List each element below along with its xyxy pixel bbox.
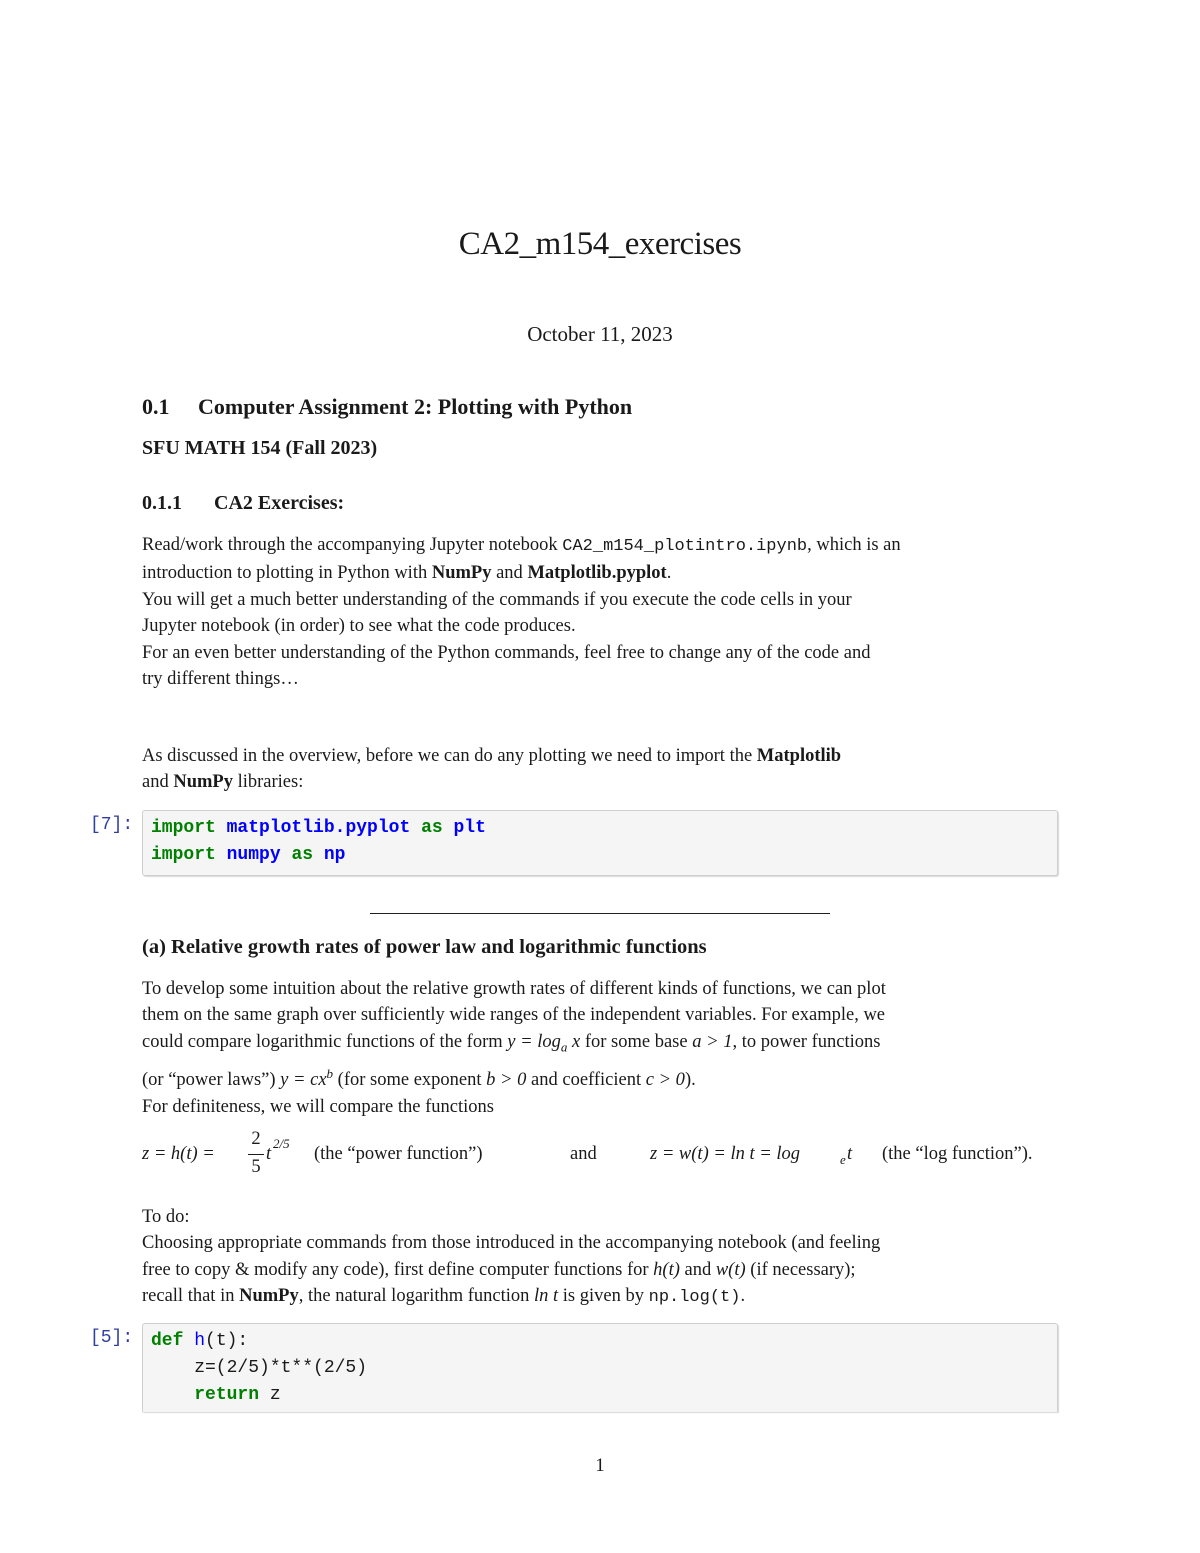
eq-h-lhs: z = h(t) = [142, 1144, 215, 1164]
code-line: import matplotlib.pyplot as plt [151, 818, 486, 838]
text-line: To develop some intuition about the relative growth rates of different kinds of functions, we can plot [142, 979, 886, 999]
section-number: 0.1 [142, 394, 170, 419]
text-line: Read/work through the accompanying Jupyter notebook CA2_m154_plotintro.ipynb, which is an [142, 535, 901, 556]
eq-and: and [570, 1144, 597, 1164]
eq-h-label: (the “power function”) [314, 1144, 483, 1164]
text-line: As discussed in the overview, before we can do any plotting we need to import the Matplotlib [142, 746, 842, 766]
text-line: You will get a much better understanding of the commands if you execute the code cells in your [142, 589, 852, 610]
subsection-number: 0.1.1 [142, 492, 182, 514]
import-note-paragraph [142, 743, 1060, 796]
code-line: z=(2/5)*t**(2/5) [151, 1358, 368, 1378]
course-heading: SFU MATH 154 (Fall 2023) [142, 437, 378, 459]
code-line: return z [194, 1385, 281, 1405]
text-line: For definiteness, we will compare the functions [142, 1097, 494, 1117]
text-line: For an even better understanding of the Python commands, feel free to change any of the code and [142, 642, 871, 663]
text-line: Choosing appropriate commands from those introduced in the accompanying notebook (and feeling [142, 1233, 881, 1254]
part-a-heading: (a) Relative growth rates of power law and logarithmic functions [142, 936, 707, 958]
document-date: October 11, 2023 [527, 322, 673, 346]
subsection-heading [142, 492, 344, 515]
text-line: free to copy & modify any code), first define computer functions for h(t) and w(t) (if necessary); [142, 1259, 856, 1280]
text-line: To do: [142, 1207, 190, 1227]
eq-h-denominator: 5 [251, 1157, 261, 1177]
eq-w-label: (the “log function”). [882, 1144, 1033, 1164]
subsection-title: CA2 Exercises: [214, 492, 345, 514]
code-cell-imports[interactable] [142, 810, 1058, 876]
part-a-intro-paragraph [142, 976, 1060, 1093]
eq-w: z = w(t) = ln t = log [650, 1144, 800, 1164]
eq-w-variable: t [847, 1144, 853, 1164]
text-line: (or “power laws”) $y = cx^b$ (for some exponent b > 0 and coefficient c > 0). [142, 1065, 696, 1091]
section-title: Computer Assignment 2: Plotting with Python [198, 394, 633, 419]
eq-h-exponent: 2/5 [273, 1136, 290, 1151]
eq-h-variable: t [266, 1144, 272, 1164]
page-number: 1 [595, 1455, 605, 1476]
text-line: introduction to plotting in Python with NumPy and Matplotlib.pyplot. [142, 563, 672, 584]
text-line: could compare logarithmic functions of the form $y = \log_a x$ for some base a > 1, to power functions [142, 1031, 881, 1055]
definiteness-line [142, 1094, 1060, 1120]
eq-w-base: e [840, 1152, 846, 1167]
code-line: import numpy as np [151, 845, 346, 865]
notebook-filename: CA2_m154_plotintro.ipynb [562, 537, 808, 556]
text-line: try different things… [142, 669, 299, 690]
cell-prompt: [5]: [90, 1328, 134, 1348]
section-heading [142, 394, 632, 420]
cell-prompt: [7]: [90, 815, 134, 835]
code-line: def h(t): [151, 1331, 249, 1351]
text-line: them on the same graph over sufficiently wide ranges of the independent variables. For example, we [142, 1005, 886, 1026]
eq-h-numerator: 2 [251, 1129, 261, 1149]
text-line: and NumPy libraries: [142, 772, 304, 793]
document-title: CA2_m154_exercises [458, 226, 742, 262]
intro-paragraph [142, 532, 1060, 692]
horizontal-rule [370, 913, 830, 914]
function-equations [142, 1129, 1082, 1182]
todo-paragraph [142, 1204, 1060, 1312]
text-line: recall that in NumPy, the natural logarithm function ln t is given by np.log(t). [142, 1286, 746, 1308]
text-line: Jupyter notebook (in order) to see what the code produces. [142, 616, 576, 637]
code-cell-define-h[interactable] [142, 1323, 1058, 1412]
fraction-bar [248, 1154, 264, 1155]
